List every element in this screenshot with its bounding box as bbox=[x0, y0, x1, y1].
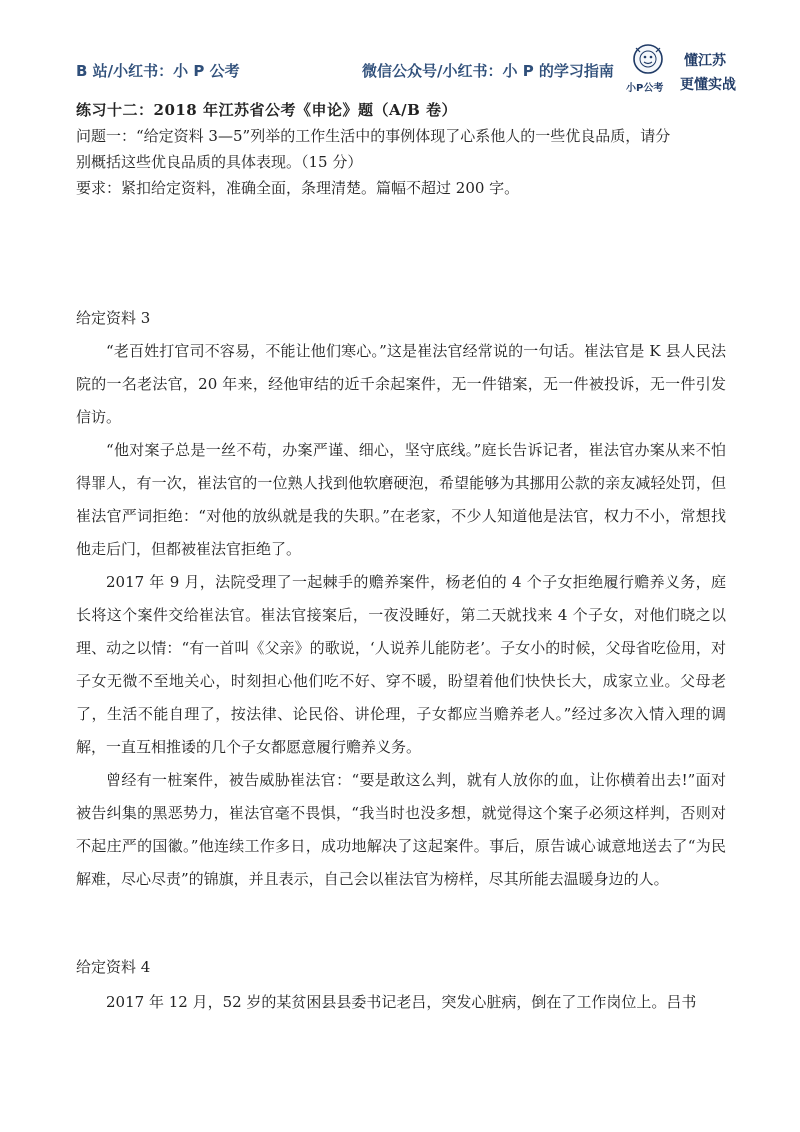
header-left-text: B 站/小红书：小 P 公考 bbox=[76, 62, 240, 80]
question-line-2: 别概括这些优良品质的具体表现。（15 分） bbox=[76, 153, 363, 171]
page-header bbox=[0, 0, 800, 100]
question-line-1: 问题一：“给定资料 3—5”列举的工作生活中的事例体现了心系他人的一些优良品质，请分 bbox=[76, 127, 671, 145]
material-4-title: 给定资料 4 bbox=[76, 958, 151, 976]
logo-slogan-1: 懂江苏 bbox=[684, 53, 726, 69]
material-3-paragraph: “他对案子总是一丝不苟，办案严谨、细心，坚守底线。”庭长告诉记者，崔法官办案从来不怕得罪人，有一次，崔法官的一位熟人找到他软磨硬泡，希望能够为其挪用公款的亲友减轻处罚，但崔法官严词拒绝：“对他的放纵就是我的失职。”在老家，不少人知道他是法官，权力不小，常想找他走后门，但都被崔法官拒绝了。 bbox=[76, 441, 726, 558]
brand-logo bbox=[626, 42, 736, 94]
material-4-paragraph: 2017 年 12 月，52 岁的某贫困县县委书记老吕，突发心脏病，倒在了工作岗位上。吕书 bbox=[106, 993, 697, 1011]
logo-small-text: 小P公考 bbox=[626, 83, 664, 94]
header-right-text: 微信公众号/小红书：小 P 的学习指南 bbox=[362, 62, 614, 80]
material-3-paragraph: 曾经有一桩案件，被告威胁崔法官：“要是敢这么判，就有人放你的血，让你横着出去!”面对被告纠集的黑恶势力，崔法官毫不畏惧，“我当时也没多想，就觉得这个案子必须这样判，否则对不起庄严的国徽。”他连续工作多日，成功地解决了这起案件。事后，原告诚心诚意地送去了“为民解难，尽心尽责”的锦旗，并且表示，自己会以崔法官为榜样，尽其所能去温暖身边的人。 bbox=[76, 771, 726, 888]
exercise-title: 练习十二：2018 年江苏省公考《申论》题（A/B 卷） bbox=[76, 101, 457, 119]
logo-slogan-2: 更懂实战 bbox=[680, 77, 736, 93]
material-3-paragraph: 2017 年 9 月，法院受理了一起棘手的赡养案件，杨老伯的 4 个子女拒绝履行赡养义务，庭长将这个案件交给崔法官。崔法官接案后，一夜没睡好，第二天就找来 4 个子女，对他们晓之以理、动之以情：“有一首叫《父亲》的歌说，‘人说养儿能防老’。子女小的时候，父母省吃俭用，对子女无微不至地关心，时刻担心他们吃不好、穿不暖，盼望着他们快快长大，成家立业。父母老了，生活不能自理了，按法律、论民俗、讲伦理，子女都应当赡养老人。”经过多次入情入理的调解，一直互相推诿的几个子女都愿意履行赡养义务。 bbox=[76, 573, 726, 756]
document-body bbox=[76, 97, 726, 1019]
material-3-title: 给定资料 3 bbox=[76, 309, 151, 327]
material-3-paragraph: “老百姓打官司不容易，不能让他们寒心。”这是崔法官经常说的一句话。崔法官是 K 县人民法院的一名老法官，20 年来，经他审结的近千余起案件，无一件错案，无一件被投诉，无一件引发信访。 bbox=[76, 342, 726, 426]
requirement-text: 要求：紧扣给定资料，准确全面，条理清楚。篇幅不超过 200 字。 bbox=[76, 179, 520, 197]
